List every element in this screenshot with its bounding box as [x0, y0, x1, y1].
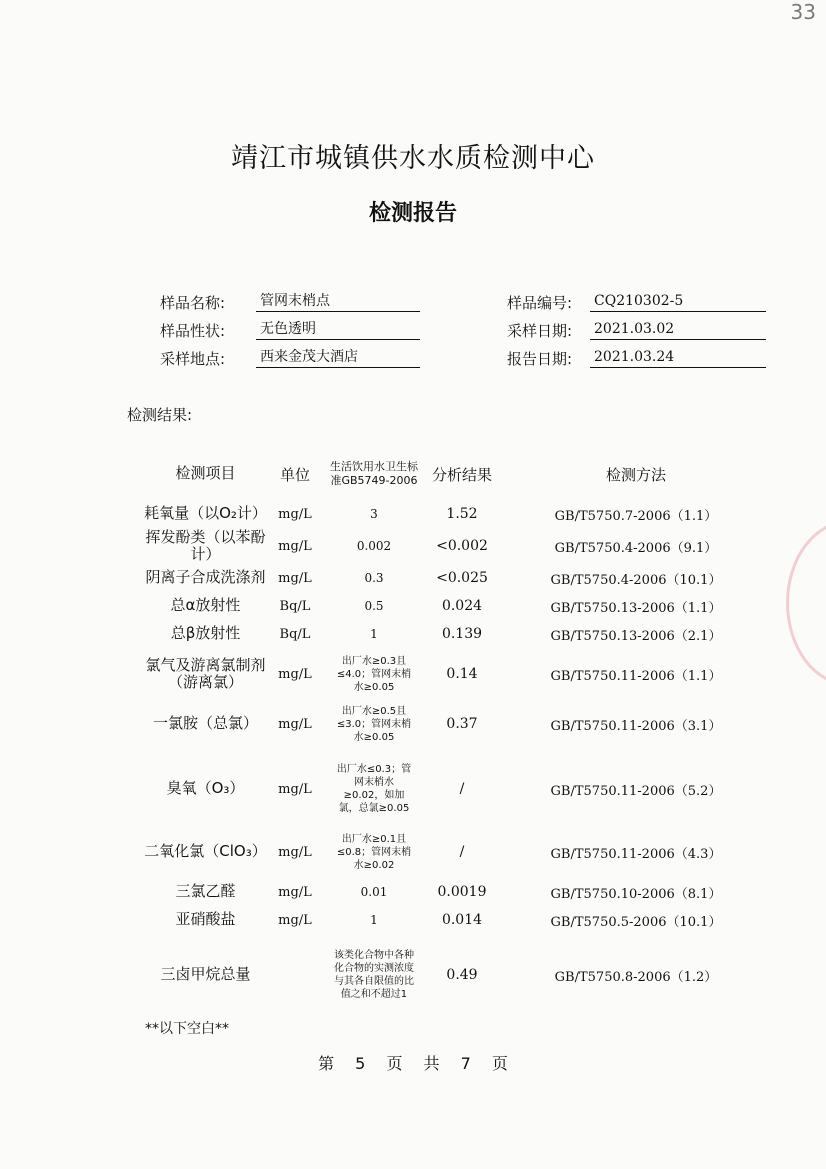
row-result: <0.025 — [436, 570, 488, 586]
row-method: GB/T5750.8-2006（1.2） — [554, 969, 718, 985]
row-unit: mg/L — [278, 716, 312, 732]
table-row — [0, 650, 826, 698]
row-method: GB/T5750.11-2006（5.2） — [550, 783, 722, 799]
sample-no-label: 样品编号: — [507, 294, 573, 312]
row-result: 0.49 — [446, 967, 478, 983]
row-unit: mg/L — [278, 538, 312, 554]
table-row — [0, 592, 826, 620]
table-row — [0, 700, 826, 748]
report-date-label: 报告日期: — [507, 350, 573, 368]
row-unit: mg/L — [278, 506, 312, 522]
row-method: GB/T5750.11-2006（4.3） — [550, 846, 722, 862]
report-title: 检测报告 — [368, 201, 457, 226]
row-item: 阴离子合成洗涤剂 — [145, 568, 266, 587]
sampling-place-label: 采样地点: — [160, 350, 226, 368]
table-row — [0, 906, 826, 934]
table-row — [0, 620, 826, 648]
row-item: 三氯乙醛 — [175, 882, 236, 901]
row-method: GB/T5750.13-2006（1.1） — [550, 600, 722, 616]
row-method: GB/T5750.11-2006（3.1） — [550, 718, 722, 734]
row-item: 氯气及游离氯制剂（游离氯） — [145, 655, 266, 691]
row-standard: 出厂水≥0.3且≤4.0；管网末梢水≥0.05 — [336, 655, 412, 693]
table-row — [0, 528, 826, 564]
row-unit: Bq/L — [279, 626, 311, 642]
row-standard: 0.01 — [360, 884, 388, 899]
row-unit: Bq/L — [279, 598, 311, 614]
table-row — [0, 938, 826, 1012]
sample-no-value: CQ210302-5 — [590, 291, 766, 312]
row-standard: 出厂水≥0.5且≤3.0；管网末梢水≥0.05 — [336, 705, 412, 743]
row-result: 1.52 — [446, 506, 478, 522]
sample-name-value: 管网末梢点 — [256, 291, 420, 312]
row-method: GB/T5750.5-2006（10.1） — [550, 914, 722, 930]
row-standard: 1 — [370, 912, 378, 927]
table-row — [0, 500, 826, 528]
header-item: 检测项目 — [175, 464, 236, 483]
sampling-date-value: 2021.03.02 — [590, 319, 766, 340]
row-item: 二氧化氯（ClO₃） — [144, 842, 267, 861]
row-item: 一氯胺（总氯） — [152, 714, 258, 733]
sample-name-label: 样品名称: — [160, 294, 226, 312]
row-method: GB/T5750.4-2006（10.1） — [550, 572, 722, 588]
sampling-place-value: 西来金茂大酒店 — [256, 347, 420, 368]
results-label: 检测结果: — [127, 406, 193, 424]
report-date-value: 2021.03.24 — [590, 347, 766, 368]
sample-state-label: 样品性状: — [160, 322, 226, 340]
organization-name: 靖江市城镇供水水质检测中心 — [231, 143, 595, 174]
header-result: 分析结果 — [431, 465, 492, 484]
row-result: 0.139 — [441, 626, 483, 642]
row-item: 臭氧（O₃） — [166, 779, 245, 798]
row-item: 总α放射性 — [170, 596, 241, 615]
row-item: 三卤甲烷总量 — [160, 965, 251, 984]
row-standard: 出厂水≤0.3；管网末梢水≥0.02，如加氯，总氯≥0.05 — [336, 764, 412, 814]
row-method: GB/T5750.7-2006（1.1） — [554, 508, 718, 524]
blank-below-note: **以下空白** — [145, 1021, 229, 1037]
page-number: 第 5 页 共 7 页 — [318, 1054, 508, 1073]
row-result: <0.002 — [436, 538, 488, 554]
row-result: 0.37 — [446, 716, 478, 732]
row-unit: mg/L — [278, 884, 312, 900]
row-method: GB/T5750.13-2006（2.1） — [550, 628, 722, 644]
table-row — [0, 564, 826, 592]
row-result: 0.024 — [441, 598, 483, 614]
row-result: / — [459, 781, 465, 797]
row-method: GB/T5750.11-2006（1.1） — [550, 668, 722, 684]
row-standard: 0.3 — [364, 570, 384, 585]
table-header — [0, 450, 826, 498]
row-unit: mg/L — [278, 912, 312, 928]
row-unit: mg/L — [278, 666, 312, 682]
row-standard: 该类化合物中各种化合物的实测浓度与其各自限值的比值之和不超过1 — [334, 950, 414, 1000]
handwritten-page-mark: 33 — [790, 0, 816, 24]
row-result: / — [459, 844, 465, 860]
row-standard: 出厂水≥0.1且≤0.8；管网末梢水≥0.02 — [336, 833, 412, 871]
row-item: 挥发酚类（以苯酚计） — [145, 527, 266, 563]
row-item: 亚硝酸盐 — [175, 910, 236, 929]
row-result: 0.14 — [446, 666, 478, 682]
row-unit: mg/L — [278, 844, 312, 860]
row-result: 0.0019 — [437, 884, 487, 900]
sample-state-value: 无色透明 — [256, 319, 420, 340]
row-standard: 0.002 — [356, 538, 392, 553]
row-method: GB/T5750.10-2006（8.1） — [550, 886, 722, 902]
table-row — [0, 758, 826, 820]
row-item: 耗氧量（以O₂计） — [144, 504, 267, 523]
table-row — [0, 828, 826, 876]
row-standard: 1 — [370, 626, 378, 641]
row-unit: mg/L — [278, 781, 312, 797]
row-unit: mg/L — [278, 570, 312, 586]
row-method: GB/T5750.4-2006（9.1） — [554, 540, 718, 556]
row-result: 0.014 — [441, 912, 483, 928]
header-standard: 生活饮用水卫生标准GB5749-2006 — [330, 460, 418, 487]
row-unit — [270, 938, 320, 1012]
header-method: 检测方法 — [605, 465, 666, 484]
sampling-date-label: 采样日期: — [507, 322, 573, 340]
row-item: 总β放射性 — [170, 624, 241, 643]
table-row — [0, 878, 826, 906]
row-standard: 3 — [370, 506, 378, 521]
header-unit: 单位 — [279, 465, 310, 484]
row-standard: 0.5 — [364, 598, 384, 613]
